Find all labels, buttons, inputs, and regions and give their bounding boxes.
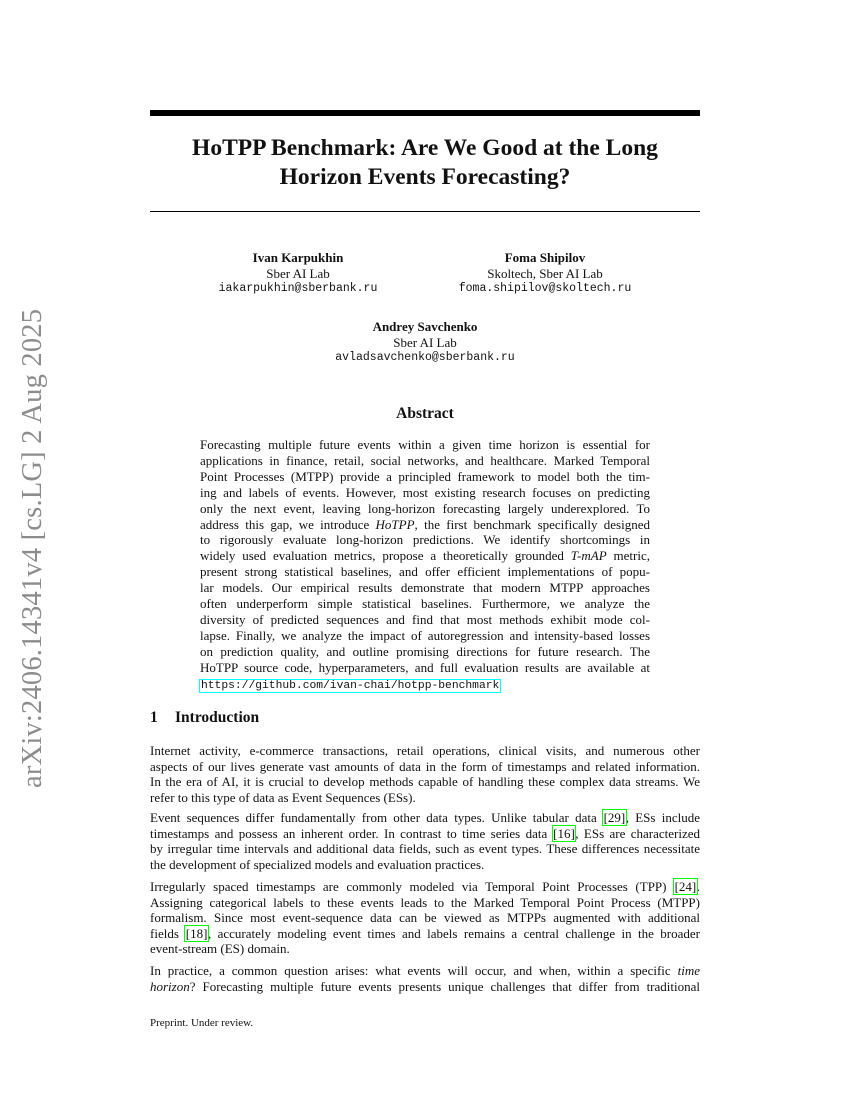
paragraph-text: , accurately modeling event times and labels remains a central challenge in the broader <box>207 925 700 941</box>
author-block-1 <box>198 250 398 297</box>
abstract-line: on prediction quality, and outline promising directions for future research. The <box>200 643 650 659</box>
paragraph-text: timestamps and possess an inherent order. In contrast to time series data <box>150 825 553 841</box>
paragraph-line: In the era of AI, it is crucial to develop methods capable of handling these complex data streams. We <box>150 774 700 790</box>
abstract-line: applications in finance, retail, social networks, and healthcare. Marked Temporal <box>200 452 650 468</box>
citation-link[interactable]: [24] <box>674 879 697 894</box>
abstract-line: only the next event, leaving long-horizon forecasting largely underexplored. To <box>200 500 650 516</box>
abstract-line: present strong statistical baselines, and offer efficient implementations of popu- <box>200 564 650 580</box>
title-line-2: Horizon Events Forecasting? <box>279 164 571 190</box>
paragraph-1 <box>150 743 700 805</box>
author-block-2 <box>440 250 650 297</box>
paragraph-text: In practice, a common question arises: what events will occur, and when, within a specific <box>150 963 678 978</box>
paragraph-line: Assigning categorical labels to these events leads to the Marked Temporal Point Process (MTPP) <box>150 894 700 910</box>
paragraph-2 <box>150 810 700 872</box>
abstract-line: lapse. Finally, we analyze the impact of autoregression and intensity-based losses <box>200 627 650 643</box>
paragraph-text: , ESs are characterized <box>575 825 700 841</box>
abstract-line <box>200 548 650 564</box>
author-affiliation: Sber AI Lab <box>266 265 330 281</box>
paragraph-line <box>150 810 700 826</box>
title-top-rule <box>150 110 700 116</box>
abstract-line: diversity of predicted sequences and find that most methods exhibit mode col- <box>200 611 650 627</box>
github-link[interactable]: https://github.com/ivan-chai/hotpp-benchmark <box>201 679 500 692</box>
paragraph-line <box>150 979 700 995</box>
author-affiliation: Sber AI Lab <box>393 334 457 350</box>
abstract-line: often underperform simple statistical baselines. Furthermore, we analyze the <box>200 596 650 612</box>
paragraph-line: event-stream (ES) domain. <box>150 941 290 957</box>
paragraph-line: by irregular time intervals and additional data fields, such as event types. These differences necessitate <box>150 841 700 857</box>
section-title: Introduction <box>175 709 260 726</box>
paragraph-line: aspects of our lives generate vast amounts of data in the form of timestamps and related information. <box>150 758 700 774</box>
abstract-body <box>200 437 650 695</box>
abstract-text: , the first benchmark specifically designed <box>414 516 650 532</box>
author-block-3 <box>300 319 550 366</box>
citation-link[interactable]: [16] <box>553 825 575 841</box>
abstract-emphasis: HoTPP <box>375 516 415 532</box>
title-line-1: HoTPP Benchmark: Are We Good at the Long <box>192 135 658 161</box>
paragraph-text: , ESs include <box>625 810 700 825</box>
paragraph-emphasis: time <box>677 963 700 978</box>
paragraph-text: Event sequences differ fundamentally from other data types. Unlike tabular data <box>150 810 604 825</box>
abstract-line: lar models. Our empirical results demonstrate that modern MTPP approaches <box>200 580 650 596</box>
abstract-line: to rigorously evaluate long-horizon predictions. We identify shortcomings in <box>200 532 650 548</box>
paragraph-text: ? Forecasting multiple future events presents unique challenges that differ from traditional <box>189 978 700 994</box>
section-number: 1 <box>150 709 158 726</box>
author-email: avladsavchenko@sberbank.ru <box>335 351 515 364</box>
abstract-line <box>200 676 650 695</box>
citation-link[interactable]: [29] <box>603 810 626 825</box>
paragraph-text: . <box>696 879 700 894</box>
paragraph-text: Irregularly spaced timestamps are commonly modeled via Temporal Point Processes (TPP) <box>150 879 675 894</box>
abstract-line: Forecasting multiple future events within a given time horizon is essential for <box>200 437 650 452</box>
paragraph-emphasis: horizon <box>150 978 190 994</box>
abstract-emphasis: T-mAP <box>570 548 607 564</box>
page-footer: Preprint. Under review. <box>150 1017 254 1029</box>
arxiv-side-stamp: arXiv:2406.14341v4 [cs.LG] 2 Aug 2025 <box>17 308 48 788</box>
paragraph-line <box>150 826 700 842</box>
abstract-text: widely used evaluation metrics, propose a theoretically grounded <box>200 548 571 564</box>
title-bottom-rule <box>150 211 700 212</box>
paragraph-line: formalism. Since most event-sequence data can be viewed as MTPPs augmented with additional <box>150 910 700 926</box>
abstract-line <box>200 517 650 533</box>
abstract-line: HoTPP source code, hyperparameters, and full evaluation results are available at <box>200 659 650 675</box>
abstract-line: Point Processes (MTPP) provide a principled framework to model both the tim- <box>200 468 650 484</box>
abstract-line: ing and labels of events. However, most existing research focuses on predicting <box>200 484 650 500</box>
section-heading-introduction <box>150 709 259 727</box>
paragraph-line <box>150 879 700 895</box>
paper-title <box>150 134 700 192</box>
author-email: iakarpukhin@sberbank.ru <box>218 282 378 295</box>
paragraph-line: the development of specialized models and evaluation practices. <box>150 856 485 872</box>
abstract-heading: Abstract <box>396 405 454 422</box>
paragraph-line <box>150 963 700 979</box>
abstract-text: metric, <box>606 548 650 564</box>
abstract-text: address this gap, we introduce <box>200 516 376 532</box>
paragraph-text: fields <box>150 925 186 941</box>
author-affiliation: Skoltech, Sber AI Lab <box>487 265 603 281</box>
paragraph-3 <box>150 879 700 957</box>
author-name: Foma Shipilov <box>504 250 586 265</box>
citation-link[interactable]: [18] <box>185 925 208 941</box>
paragraph-line: refer to this type of data as Event Sequences (ESs). <box>150 789 416 805</box>
paragraph-line: Internet activity, e-commerce transactions, retail operations, clinical visits, and numerous other <box>150 743 700 758</box>
author-email: foma.shipilov@skoltech.ru <box>458 282 632 295</box>
author-name: Andrey Savchenko <box>372 319 478 334</box>
author-name: Ivan Karpukhin <box>252 250 344 265</box>
paragraph-line <box>150 926 700 942</box>
paragraph-4 <box>150 963 700 994</box>
